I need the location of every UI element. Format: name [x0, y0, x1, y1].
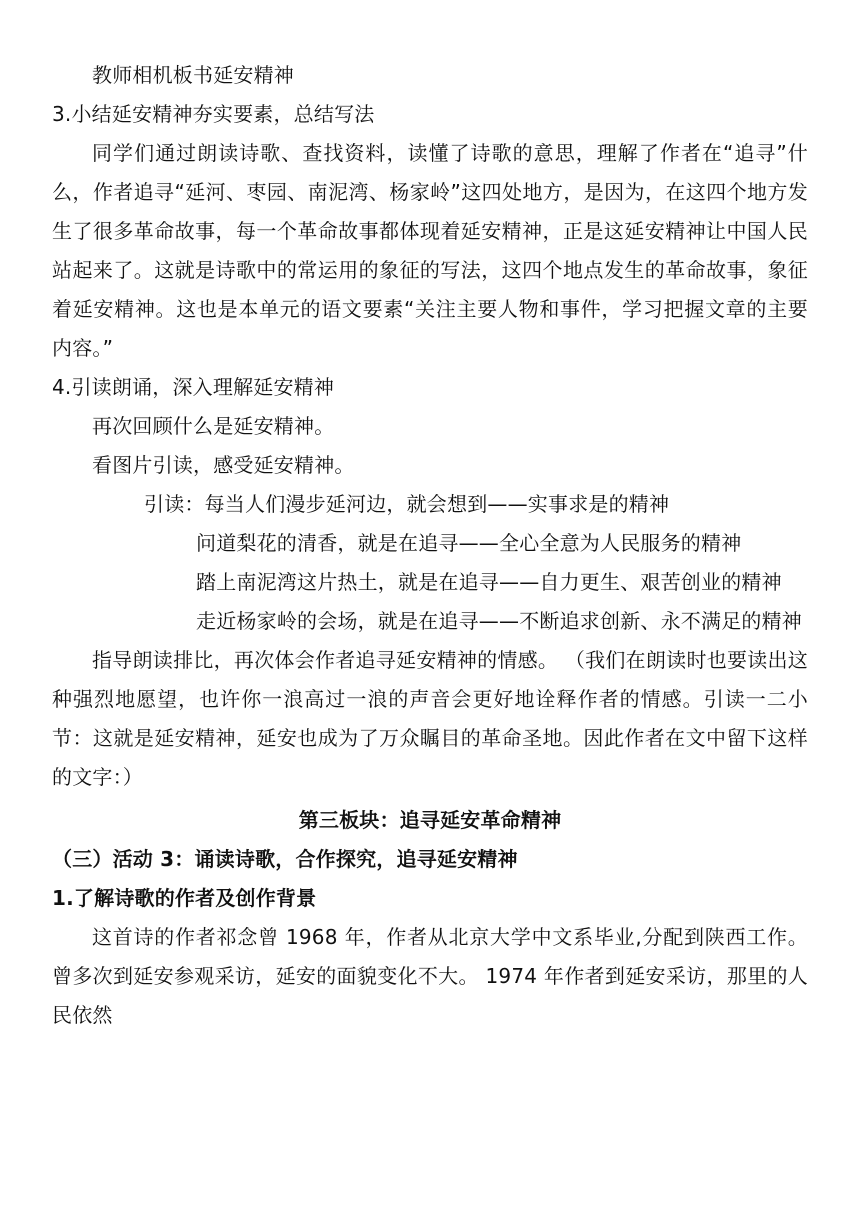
section-heading: 4.引读朗诵，深入理解延安精神 [52, 375, 335, 399]
block-title: 第三板块：追寻延安革命精神 [298, 808, 562, 832]
reading-line: 踏上南泥湾这片热土，就是在追寻——自力更生、艰苦创业的精神 [196, 570, 782, 594]
paragraph: 同学们通过朗读诗歌、查找资料，读懂了诗歌的意思，理解了作者在“追寻”什么，作者追寻“延河、枣园、南泥湾、杨家岭”这四处地方，是因为，在这四个地方发生了很多革命故事，每一个革命故事都体现着延安精神，正是这延安精神让中国人民站起来了。这就是诗歌中的常运用的象征的写法，这四个地点发生的革命故事，象征着延安精神。这也是本单元的语文要素“关注主要人物和事件，学习把握文章的主要内容。” [52, 141, 808, 360]
reading-line: 走近杨家岭的会场，就是在追寻——不断追求创新、永不满足的精神 [196, 609, 802, 633]
text-line: 教师相机板书延安精神 [92, 63, 294, 87]
text-line: 看图片引读，感受延安精神。 [92, 453, 355, 477]
subsection-heading: 1.了解诗歌的作者及创作背景 [52, 886, 317, 910]
activity-heading: （三）活动 3：诵读诗歌，合作探究，追寻延安精神 [52, 847, 518, 871]
reading-line: 引读：每当人们漫步延河边，就会想到——实事求是的精神 [144, 492, 670, 516]
reading-line: 问道梨花的清香，就是在追寻——全心全意为人民服务的精神 [196, 531, 742, 555]
paragraph: 指导朗读排比，再次体会作者追寻延安精神的情感。 （我们在朗读时也要读出这种强烈地愿望，也许你一浪高过一浪的声音会更好地诠释作者的情感。引读一二小节：这就是延安精神，延安也成为了万众瞩目的革命圣地。因此作者在文中留下这样的文字：） [52, 648, 808, 789]
document-page [52, 56, 808, 1035]
text-line: 再次回顾什么是延安精神。 [92, 414, 335, 438]
section-heading: 3.小结延安精神夯实要素，总结写法 [52, 102, 375, 126]
paragraph: 这首诗的作者祁念曾 1968 年，作者从北京大学中文系毕业,分配到陕西工作。曾多次到延安参观采访，延安的面貌变化不大。 1974 年作者到延安采访，那里的人民依然 [52, 925, 808, 1027]
